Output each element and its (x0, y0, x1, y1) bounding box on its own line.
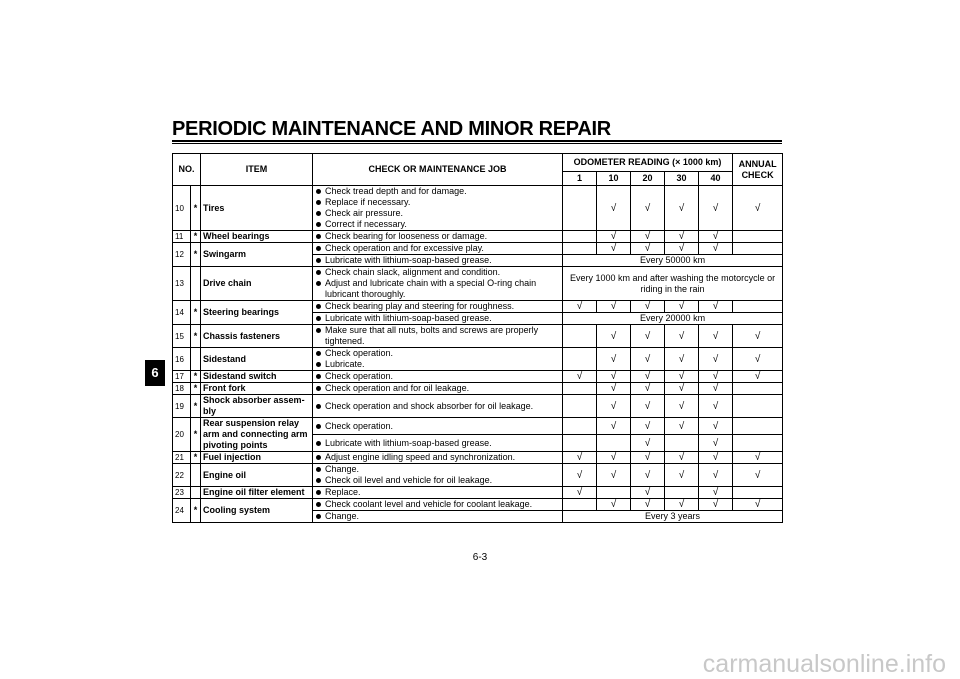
odometer-check-mark: √ (699, 301, 733, 313)
annual-check-mark (733, 231, 783, 243)
odometer-check-mark (597, 435, 631, 452)
table-row (173, 348, 783, 371)
row-number: 22 (173, 464, 191, 487)
header-odo-col: 20 (631, 172, 665, 186)
odometer-check-mark: √ (631, 464, 665, 487)
table-row (173, 301, 783, 313)
interval-note: Every 1000 km and after washing the motorcycle or riding in the rain (563, 267, 783, 301)
job-line: Check operation. (315, 421, 560, 432)
odometer-check-mark: √ (597, 325, 631, 348)
odometer-check-mark: √ (699, 487, 733, 499)
row-marker: * (191, 243, 201, 267)
job-line: Lubricate with lithium-soap-based grease. (315, 438, 560, 449)
annual-check-mark: √ (733, 325, 783, 348)
job-list (315, 348, 560, 370)
odometer-check-mark: √ (699, 435, 733, 452)
odometer-check-mark: √ (597, 301, 631, 313)
job-list (315, 325, 560, 347)
odometer-check-mark: √ (631, 371, 665, 383)
annual-check-mark (733, 395, 783, 418)
job-line: Check bearing play and steering for roughness. (315, 301, 560, 312)
job-line: Check tread depth and for damage. (315, 186, 560, 197)
job-line: Lubricate. (315, 359, 560, 370)
job-line: Check chain slack, alignment and condition. (315, 267, 560, 278)
odometer-check-mark: √ (631, 418, 665, 435)
odometer-check-mark: √ (665, 186, 699, 231)
header-no: NO. (173, 154, 201, 186)
odometer-check-mark: √ (631, 348, 665, 371)
odometer-check-mark: √ (665, 452, 699, 464)
row-marker (191, 487, 201, 499)
row-number: 14 (173, 301, 191, 325)
odometer-check-mark: √ (665, 383, 699, 395)
table-row (173, 395, 783, 418)
maintenance-table (172, 153, 783, 523)
odometer-check-mark (597, 487, 631, 499)
row-marker: * (191, 325, 201, 348)
header-annual: ANNUAL CHECK (733, 154, 783, 186)
row-job (313, 231, 563, 243)
row-job (313, 313, 563, 325)
job-line: Check operation. (315, 348, 560, 359)
interval-note: Every 20000 km (563, 313, 783, 325)
row-job (313, 255, 563, 267)
row-number: 17 (173, 371, 191, 383)
job-line: Check operation and shock absorber for oil leakage. (315, 401, 560, 412)
row-marker (191, 348, 201, 371)
odometer-check-mark: √ (563, 452, 597, 464)
odometer-check-mark: √ (597, 499, 631, 511)
odometer-check-mark: √ (665, 325, 699, 348)
odometer-check-mark: √ (563, 464, 597, 487)
row-item: Cooling system (201, 499, 313, 523)
odometer-check-mark: √ (597, 383, 631, 395)
job-list (315, 301, 560, 312)
job-line: Check operation and for excessive play. (315, 243, 560, 254)
annual-check-mark: √ (733, 499, 783, 511)
row-number: 12 (173, 243, 191, 267)
odometer-check-mark: √ (597, 395, 631, 418)
row-job (313, 348, 563, 371)
row-item: Front fork (201, 383, 313, 395)
row-number: 24 (173, 499, 191, 523)
table-row (173, 243, 783, 255)
odometer-check-mark: √ (597, 186, 631, 231)
annual-check-mark: √ (733, 348, 783, 371)
row-marker: * (191, 499, 201, 523)
job-line: Check operation and for oil leakage. (315, 383, 560, 394)
table-row (173, 325, 783, 348)
annual-check-mark: √ (733, 452, 783, 464)
table-row (173, 418, 783, 435)
row-number: 16 (173, 348, 191, 371)
job-list (315, 186, 560, 230)
odometer-check-mark (563, 243, 597, 255)
table-row (173, 499, 783, 511)
odometer-check-mark: √ (631, 395, 665, 418)
job-line: Check coolant level and vehicle for coolant leakage. (315, 499, 560, 510)
header-odometer: ODOMETER READING (× 1000 km) (563, 154, 733, 172)
odometer-check-mark: √ (597, 452, 631, 464)
table-row (173, 267, 783, 301)
job-line: Check operation. (315, 371, 560, 382)
job-list (315, 267, 560, 300)
odometer-check-mark: √ (563, 487, 597, 499)
odometer-check-mark: √ (631, 186, 665, 231)
annual-check-mark (733, 435, 783, 452)
row-marker: * (191, 383, 201, 395)
job-line: Check oil level and vehicle for oil leakage. (315, 475, 560, 486)
job-list (315, 487, 560, 498)
odometer-check-mark: √ (631, 325, 665, 348)
table-row (173, 464, 783, 487)
row-item: Engine oil filter element (201, 487, 313, 499)
row-item: Wheel bearings (201, 231, 313, 243)
job-list (315, 243, 560, 254)
odometer-check-mark: √ (631, 301, 665, 313)
odometer-check-mark: √ (699, 371, 733, 383)
odometer-check-mark: √ (631, 231, 665, 243)
row-marker: * (191, 231, 201, 243)
row-number: 23 (173, 487, 191, 499)
odometer-check-mark: √ (665, 243, 699, 255)
row-job (313, 452, 563, 464)
job-line: Lubricate with lithium-soap-based grease. (315, 313, 560, 324)
odometer-check-mark (665, 487, 699, 499)
row-job (313, 371, 563, 383)
odometer-check-mark: √ (665, 231, 699, 243)
row-marker (191, 464, 201, 487)
row-job (313, 383, 563, 395)
page-number: 6-3 (472, 552, 488, 563)
table-row (173, 487, 783, 499)
odometer-check-mark (665, 435, 699, 452)
row-job (313, 243, 563, 255)
job-line: Change. (315, 464, 560, 475)
header-odo-col: 40 (699, 172, 733, 186)
odometer-check-mark: √ (699, 452, 733, 464)
job-list (315, 438, 560, 449)
interval-note: Every 3 years (563, 511, 783, 523)
job-list (315, 421, 560, 432)
row-item: Steering bearings (201, 301, 313, 325)
odometer-check-mark: √ (597, 348, 631, 371)
header-odo-col: 10 (597, 172, 631, 186)
header-odo-col: 1 (563, 172, 597, 186)
header-item: ITEM (201, 154, 313, 186)
table-row (173, 371, 783, 383)
job-line: Lubricate with lithium-soap-based grease. (315, 255, 560, 266)
odometer-check-mark (563, 325, 597, 348)
chapter-tab: 6 (145, 360, 165, 386)
row-marker: * (191, 186, 201, 231)
row-job (313, 464, 563, 487)
annual-check-mark (733, 383, 783, 395)
table-row (173, 231, 783, 243)
job-line: Change. (315, 511, 560, 522)
row-job (313, 325, 563, 348)
job-line: Check air pressure. (315, 208, 560, 219)
row-job (313, 418, 563, 435)
job-line: Adjust engine idling speed and synchronization. (315, 452, 560, 463)
odometer-check-mark: √ (597, 464, 631, 487)
row-marker (191, 267, 201, 301)
row-item: Fuel injection (201, 452, 313, 464)
row-number: 21 (173, 452, 191, 464)
odometer-check-mark: √ (699, 464, 733, 487)
job-list (315, 452, 560, 463)
row-job (313, 499, 563, 511)
job-list (315, 313, 560, 324)
job-list (315, 511, 560, 522)
annual-check-mark: √ (733, 464, 783, 487)
annual-check-mark: √ (733, 371, 783, 383)
odometer-check-mark: √ (631, 452, 665, 464)
odometer-check-mark: √ (631, 487, 665, 499)
job-line: Make sure that all nuts, bolts and screws are properly tightened. (315, 325, 560, 347)
job-list (315, 383, 560, 394)
table-body (173, 186, 783, 523)
row-marker: * (191, 371, 201, 383)
table-row (173, 186, 783, 231)
odometer-check-mark: √ (563, 371, 597, 383)
row-job (313, 186, 563, 231)
odometer-check-mark: √ (665, 395, 699, 418)
row-job (313, 301, 563, 313)
job-line: Replace if necessary. (315, 197, 560, 208)
job-line: Adjust and lubricate chain with a special O-ring chain lubricant thoroughly. (315, 278, 560, 300)
odometer-check-mark: √ (699, 395, 733, 418)
odometer-check-mark (563, 499, 597, 511)
header-odo-col: 30 (665, 172, 699, 186)
odometer-check-mark (563, 395, 597, 418)
odometer-check-mark: √ (665, 348, 699, 371)
odometer-check-mark: √ (597, 418, 631, 435)
row-number: 15 (173, 325, 191, 348)
odometer-check-mark: √ (597, 231, 631, 243)
annual-check-mark (733, 301, 783, 313)
odometer-check-mark: √ (699, 243, 733, 255)
row-number: 10 (173, 186, 191, 231)
row-marker: * (191, 395, 201, 418)
row-job (313, 395, 563, 418)
row-marker: * (191, 452, 201, 464)
job-list (315, 464, 560, 486)
odometer-check-mark: √ (597, 371, 631, 383)
row-item: Sidestand (201, 348, 313, 371)
row-item: Swingarm (201, 243, 313, 267)
odometer-check-mark: √ (699, 186, 733, 231)
annual-check-mark (733, 487, 783, 499)
odometer-check-mark: √ (631, 243, 665, 255)
odometer-check-mark: √ (665, 499, 699, 511)
row-item: Sidestand switch (201, 371, 313, 383)
job-list (315, 231, 560, 242)
page-title: PERIODIC MAINTENANCE AND MINOR REPAIR (172, 118, 611, 140)
annual-check-mark (733, 243, 783, 255)
odometer-check-mark (563, 418, 597, 435)
row-marker: * (191, 301, 201, 325)
odometer-check-mark: √ (665, 301, 699, 313)
odometer-check-mark: √ (699, 418, 733, 435)
odometer-check-mark: √ (631, 435, 665, 452)
odometer-check-mark (563, 348, 597, 371)
title-underline (172, 140, 782, 144)
odometer-check-mark: √ (699, 499, 733, 511)
odometer-check-mark: √ (631, 383, 665, 395)
odometer-check-mark: √ (699, 383, 733, 395)
job-line: Replace. (315, 487, 560, 498)
odometer-check-mark: √ (699, 231, 733, 243)
row-marker: * (191, 418, 201, 452)
header-job: CHECK OR MAINTENANCE JOB (313, 154, 563, 186)
row-job (313, 487, 563, 499)
row-number: 18 (173, 383, 191, 395)
row-item: Shock absorber assem-bly (201, 395, 313, 418)
job-list (315, 401, 560, 412)
row-item: Chassis fasteners (201, 325, 313, 348)
odometer-check-mark: √ (665, 371, 699, 383)
row-job (313, 511, 563, 523)
row-item: Engine oil (201, 464, 313, 487)
row-item: Tires (201, 186, 313, 231)
row-number: 20 (173, 418, 191, 452)
odometer-check-mark (563, 435, 597, 452)
row-number: 11 (173, 231, 191, 243)
odometer-check-mark: √ (699, 325, 733, 348)
table-row (173, 383, 783, 395)
job-line: Check bearing for looseness or damage. (315, 231, 560, 242)
odometer-check-mark: √ (665, 464, 699, 487)
job-list (315, 371, 560, 382)
job-list (315, 499, 560, 510)
odometer-check-mark (563, 383, 597, 395)
odometer-check-mark: √ (631, 499, 665, 511)
odometer-check-mark: √ (597, 243, 631, 255)
odometer-check-mark: √ (665, 418, 699, 435)
row-job (313, 435, 563, 452)
annual-check-mark (733, 418, 783, 435)
job-list (315, 255, 560, 266)
job-line: Correct if necessary. (315, 219, 560, 230)
annual-check-mark: √ (733, 186, 783, 231)
watermark: carmanualsonline.info (702, 650, 946, 678)
row-item: Drive chain (201, 267, 313, 301)
row-number: 19 (173, 395, 191, 418)
odometer-check-mark (563, 231, 597, 243)
odometer-check-mark: √ (699, 348, 733, 371)
odometer-check-mark (563, 186, 597, 231)
row-number: 13 (173, 267, 191, 301)
row-item: Rear suspension relay arm and connecting arm pivoting points (201, 418, 313, 452)
row-job (313, 267, 563, 301)
table-row (173, 452, 783, 464)
odometer-check-mark: √ (563, 301, 597, 313)
interval-note: Every 50000 km (563, 255, 783, 267)
